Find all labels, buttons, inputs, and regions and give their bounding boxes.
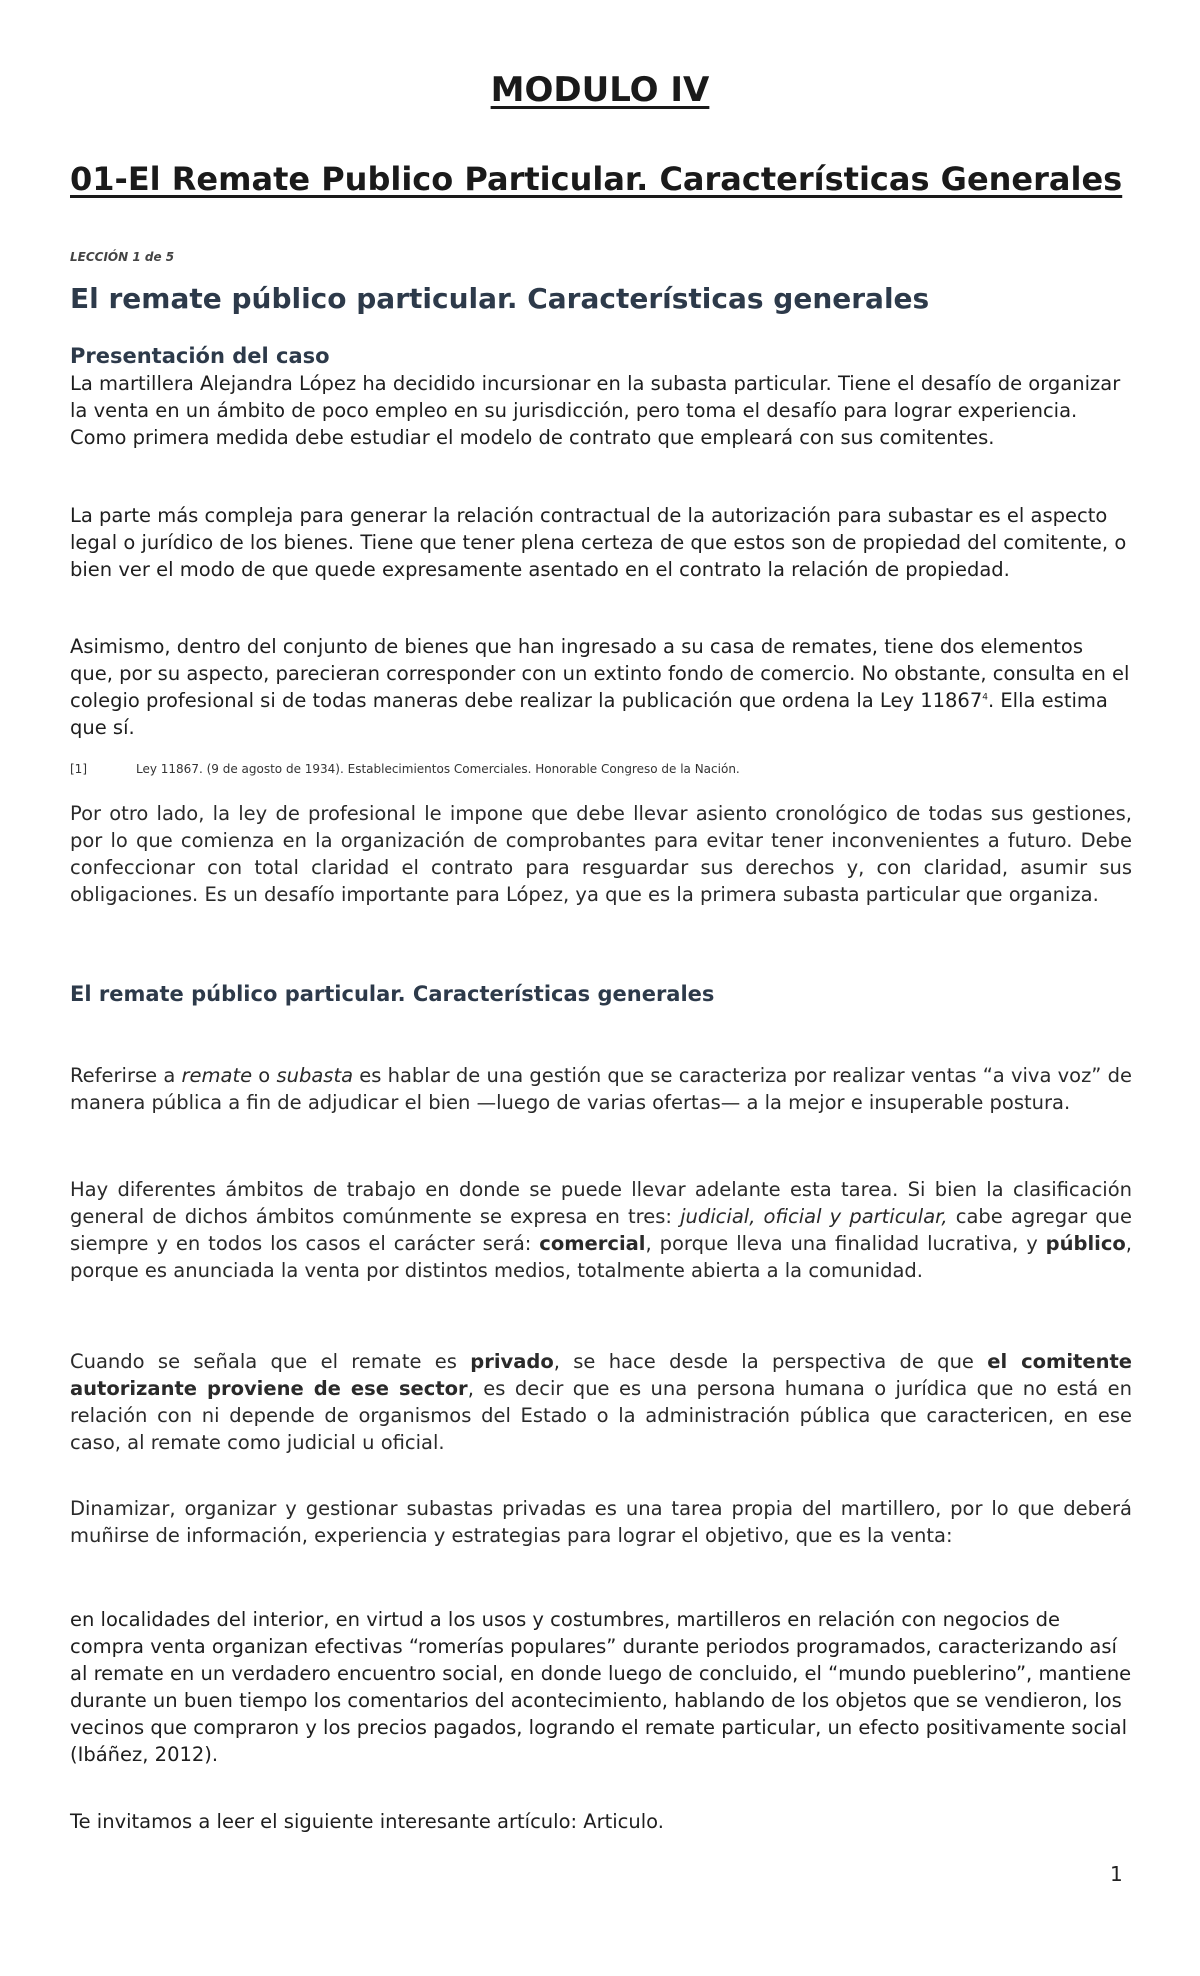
section-2-paragraph-4: Dinamizar, organizar y gestionar subastas privadas es una tarea propia del martillero, por lo que deberá muñirse de información, experiencia y estrategias para lograr el objetivo, que es la venta:	[70, 1497, 1132, 1547]
section-2-paragraph-6: Te invitamos a leer el siguiente interesante artículo: Articulo.	[70, 1810, 664, 1833]
module-title: MODULO IV	[490, 70, 710, 110]
case-paragraph-1: La martillera Alejandra López ha decidido incursionar en la subasta particular. Tiene el desafío de organizar la venta en un ámbito de poco empleo en su jurisdicción, pero toma el desafío para lograr experiencia. Como primera medida debe estudiar el modelo de contrato que empleará con sus comitentes.	[70, 372, 1121, 449]
section-2-paragraph-2: Hay diferentes ámbitos de trabajo en donde se puede llevar adelante esta tarea. Si bien la clasificación general de dichos ámbitos comúnmente se expresa en tres: judicial, oficial y particular, cabe agregar que siempre y en todos los casos el carácter será: comercial, porque lleva una finalidad lucrativa, y público, porque es anunciada la venta por distintos medios, totalmente abierta a la comunidad.	[70, 1178, 1133, 1282]
case-paragraph-2: La parte más compleja para generar la relación contractual de la autorización para subastar es el aspecto legal o jurídico de los bienes. Tiene que tener plena certeza de que estos son de propiedad del comitente, o bien ver el modo de que quede expresamente asentado en el contrato la relación de propiedad.	[70, 504, 1127, 581]
section-2-paragraph-5: en localidades del interior, en virtud a los usos y costumbres, martilleros en relación con negocios de compra venta organizan efectivas “romerías populares” durante periodos programados, caracterizando así al remate en un verdadero encuentro social, en donde luego de concluido, el “mundo pueblerino”, mantiene durante un buen tiempo los comentarios del acontecimiento, hablando de los objetos que se vendieron, los vecinos que compraron y los precios pagados, logrando el remate particular, un efecto positivamente social (Ibáñez, 2012).	[70, 1608, 1132, 1766]
case-paragraph-3: Asimismo, dentro del conjunto de bienes que han ingresado a su casa de remates, tiene dos elementos que, por su aspecto, parecieran corresponder con un extinto fondo de comercio. No obstante, consulta en el colegio profesional si de todas maneras debe realizar la publicación que ordena la Ley 11867$^4$. Ella estima que sí.	[70, 635, 1130, 739]
document-title: 01-El Remate Publico Particular. Características Generales	[70, 160, 1123, 198]
footnote-reference[interactable]: 4	[982, 692, 988, 703]
lesson-label: LECCIÓN 1 de 5	[70, 250, 175, 264]
section-title: El remate público particular. Características generales	[70, 282, 930, 315]
case-heading: Presentación del caso	[70, 344, 330, 368]
section-2-paragraph-3: Cuando se señala que el remate es privado, se hace desde la perspectiva de que el comitente autorizante proviene de ese sector, es decir que es una persona humana o jurídica que no está en relación con ni depende de organismos del Estado o la administración pública que caractericen, en ese caso, al remate como judicial u oficial.	[70, 1350, 1132, 1454]
section-2-heading: El remate público particular. Características generales	[70, 982, 715, 1006]
footnote-number: [1]	[70, 762, 87, 776]
section-2-paragraph-1: Referirse a remate o subasta es hablar de una gestión que se caracteriza por realizar ventas “a viva voz” de manera pública a fin de adjudicar el bien —luego de varias ofertas— a la mejor e insuperable postura.	[70, 1064, 1132, 1114]
page-number: 1	[1110, 1862, 1123, 1886]
case-paragraph-4: Por otro lado, la ley de profesional le impone que debe llevar asiento cronológico de todas sus gestiones, por lo que comienza en la organización de comprobantes para evitar tener inconvenientes a futuro. Debe confeccionar con total claridad el contrato para resguardar sus derechos y, con claridad, asumir sus obligaciones. Es un desafío importante para López, ya que es la primera subasta particular que organiza.	[70, 802, 1132, 906]
footnote	[70, 762, 1132, 776]
footnote-text: Ley 11867. (9 de agosto de 1934). Establecimientos Comerciales. Honorable Congreso de la Nación.	[136, 762, 740, 776]
